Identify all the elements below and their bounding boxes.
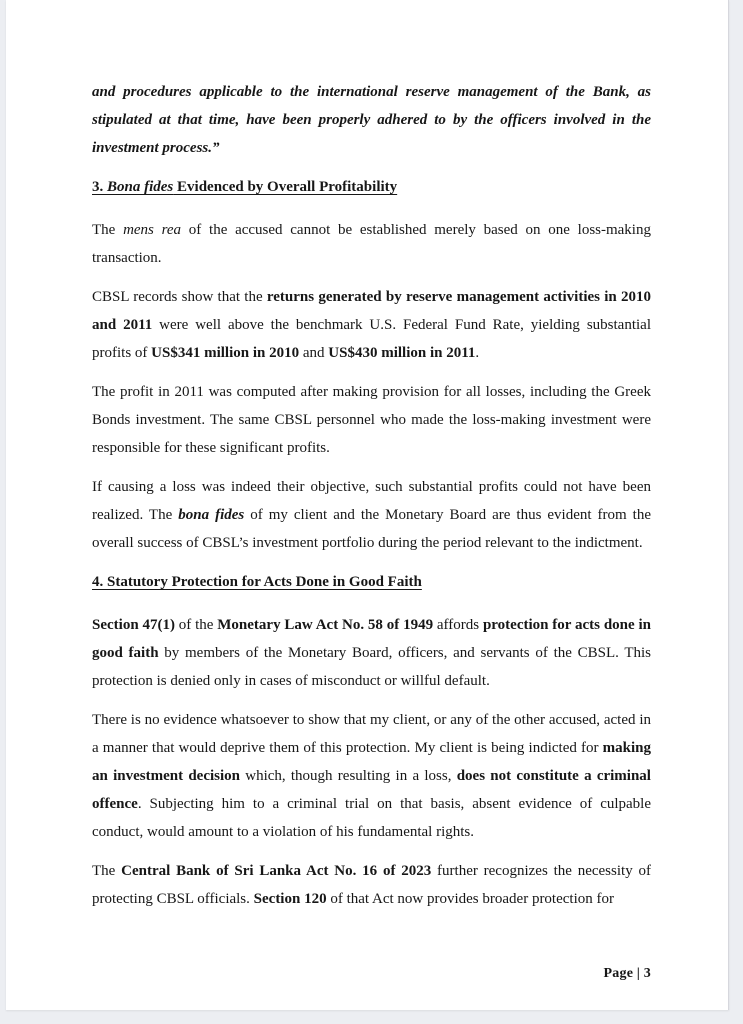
paragraph — [92, 378, 651, 462]
text-run: Evidenced by Overall Profitability — [173, 179, 398, 195]
text-run: US$341 million in 2010 — [151, 345, 300, 361]
text-run: CBSL records show that the — [92, 289, 267, 305]
text-run: 3. — [92, 179, 107, 195]
paragraph — [92, 706, 651, 846]
text-run: and procedures applicable to the international reserve management of the Bank, as stipulated at that time, have been properly adhered to by the officers involved in the investment process.” — [92, 84, 651, 156]
document-page — [6, 0, 729, 1010]
text-run: The — [92, 222, 124, 238]
text-run: bona fides — [178, 507, 245, 523]
document-body — [6, 0, 728, 924]
text-run: were well above the benchmark U.S. Federal Fund Rate, yielding substantial profits of — [92, 317, 651, 361]
text-run: returns generated by reserve management activities in 2010 and 2011 — [92, 289, 651, 333]
text-run: If causing a loss was indeed their objective, such substantial profits could not have been realized. The — [92, 479, 651, 523]
text-run: Monetary Law Act No. 58 of 1949 — [217, 617, 434, 633]
text-run: of that Act now provides broader protection for — [326, 891, 614, 907]
text-run: making an investment decision — [92, 740, 651, 784]
text-run: The profit in 2011 was computed after making provision for all losses, including the Greek Bonds investment. The same CBSL personnel who made the loss-making investment were responsible for these significant profits. — [92, 384, 651, 456]
text-run: by members of the Monetary Board, officers, and servants of the CBSL. This protection is denied only in cases of misconduct or willful default. — [92, 645, 651, 689]
text-run: which, though resulting in a loss, — [240, 768, 457, 784]
page-number: Page | 3 — [603, 966, 651, 981]
text-run: US$430 million in 2011 — [328, 345, 476, 361]
text-run: There is no evidence whatsoever to show that my client, or any of the other accused, acted in a manner that would deprive them of this protection. My client is being indicted for — [92, 712, 651, 756]
text-run: . Subjecting him to a criminal trial on that basis, absent evidence of culpable conduct, would amount to a violation of his fundamental rights. — [92, 796, 651, 840]
paragraph — [92, 473, 651, 557]
text-run: affords — [433, 617, 483, 633]
paragraph — [92, 216, 651, 272]
text-run: . — [475, 345, 480, 361]
text-run: mens rea — [123, 222, 182, 238]
text-run: Section 120 — [253, 891, 327, 907]
text-run: Section 47(1) — [92, 617, 175, 633]
paragraph — [92, 611, 651, 695]
text-run: protection for acts done in good faith — [92, 617, 651, 661]
text-run: Central Bank of Sri Lanka Act No. 16 of 2023 — [121, 863, 432, 879]
text-run: and — [299, 345, 329, 361]
text-run: Bona fides — [107, 179, 174, 195]
quote-paragraph — [92, 78, 651, 162]
text-run: 4. Statutory Protection for Acts Done in Good Faith — [92, 574, 422, 590]
paragraph — [92, 283, 651, 367]
text-run: of the — [174, 617, 218, 633]
text-run: does not constitute a criminal offence — [92, 768, 651, 812]
text-run: The — [92, 863, 122, 879]
text-run: of the accused cannot be established merely based on one loss-making transaction. — [92, 222, 651, 266]
text-run: of my client and the Monetary Board are thus evident from the overall success of CBSL’s investment portfolio during the period relevant to the indictment. — [92, 507, 652, 551]
section-heading — [92, 568, 651, 596]
paragraph — [92, 857, 651, 913]
text-run: further recognizes the necessity of protecting CBSL officials. — [92, 863, 651, 907]
section-heading — [92, 173, 651, 201]
